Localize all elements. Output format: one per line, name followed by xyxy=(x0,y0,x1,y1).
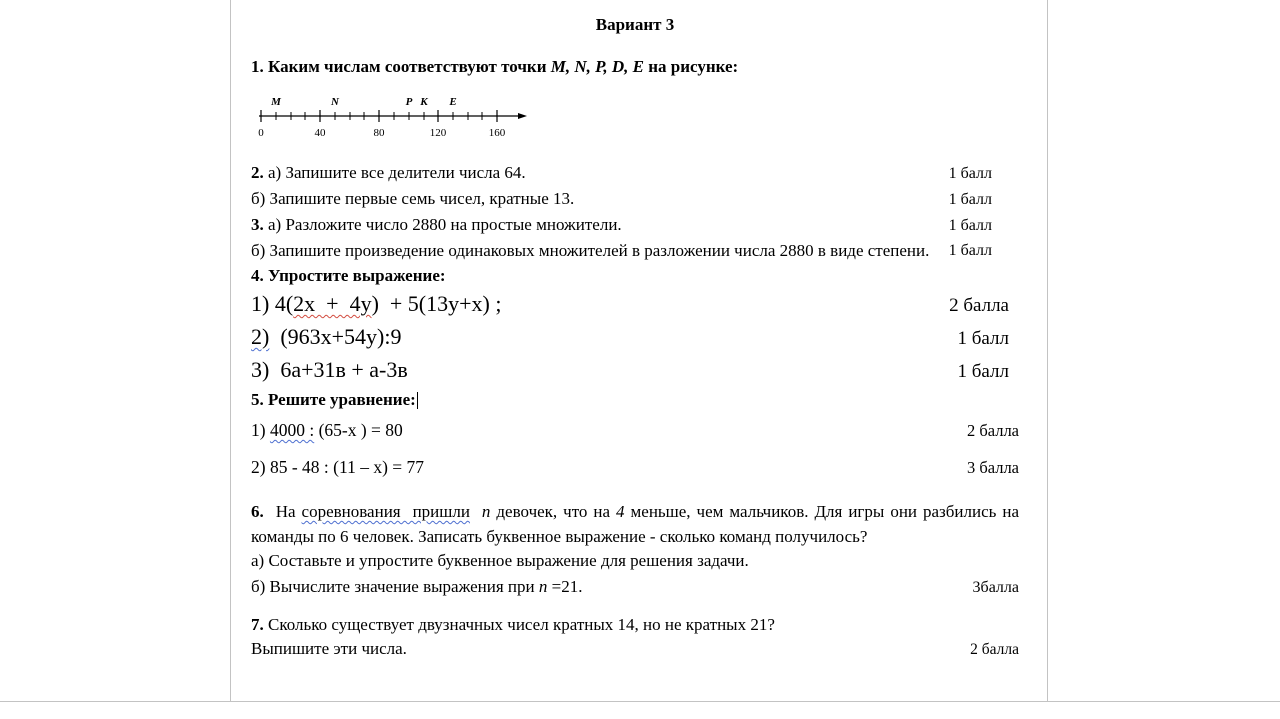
point-label-k: К xyxy=(420,96,428,108)
document-page[interactable] xyxy=(230,0,1048,701)
task-row-4-1 xyxy=(251,288,1019,321)
task-row-5-1 xyxy=(251,412,1019,449)
question-7-block xyxy=(251,613,1019,663)
task-text-2b: б) Запишите первые семь чисел, кратные 13. xyxy=(251,189,575,208)
point-label-p: Р xyxy=(405,96,413,108)
tick-label-160: 160 xyxy=(488,127,506,139)
question-6b-text: б) Вычислите значение выражения при n =21. xyxy=(251,576,583,596)
task-row-7b xyxy=(251,637,1019,663)
expression-4-3: 3) 6а+31в + а-3в xyxy=(251,357,408,382)
task-text-3b: б) Запишите произведение одинаковых множителей в разложении числа 2880 в виде степени. xyxy=(251,241,930,260)
question-6a-text: а) Составьте и упростите буквенное выражение для решения задачи. xyxy=(251,551,749,570)
score-label-5-2: 3 балла xyxy=(966,458,1019,477)
task-row-2a xyxy=(251,160,1019,186)
equation-5-2: 2) 85 - 48 : (11 – х) = 77 xyxy=(251,457,425,477)
heading-task-4: 4. Упростите выражение: xyxy=(251,266,446,285)
text-cursor xyxy=(417,392,418,409)
heading-task-5 xyxy=(251,387,1019,412)
point-label-e: Е xyxy=(449,96,457,108)
task-row-3b xyxy=(251,238,1019,263)
tick-label-40: 40 xyxy=(314,127,326,139)
task-row-5-2 xyxy=(251,449,1019,486)
tick-label-0: 0 xyxy=(258,127,264,139)
score-label-2a: 1 балл xyxy=(948,165,992,182)
task-row-4-3 xyxy=(251,354,1019,387)
question-1: 1. Каким числам соответствуют точки М, N, P, D, E на рисунке: xyxy=(251,57,739,76)
tick-label-80: 80 xyxy=(373,127,385,139)
axis-arrow xyxy=(518,113,527,119)
score-label-6b: 3балла xyxy=(972,578,1019,596)
heading-task-5-text: 5. Решите уравнение: xyxy=(251,390,416,409)
tick-label-120: 120 xyxy=(429,127,447,139)
score-label-4-3: 1 балл xyxy=(957,361,1009,382)
task-text-3a: 3. а) Разложите число 2880 на простые множители. xyxy=(251,215,622,234)
score-label-3a: 1 балл xyxy=(948,217,992,234)
question-7-text: 7. Сколько существует двузначных чисел кратных 14, но не кратных 21? xyxy=(251,614,775,634)
task-row-3a xyxy=(251,212,1019,238)
score-label-7b: 2 балла xyxy=(970,641,1019,658)
equation-5-1: 1) 4000 : (65-х ) = 80 xyxy=(251,420,403,440)
task-text-2a: 2. а) Запишите все делители числа 64. xyxy=(251,163,526,182)
score-label-5-1: 2 балла xyxy=(966,421,1019,440)
number-line-figure xyxy=(257,94,529,140)
window-bottom-border xyxy=(0,701,1280,702)
task-row-2b xyxy=(251,186,1019,212)
score-label-4-1: 2 балла xyxy=(949,295,1009,316)
expression-4-2: 2) (963х+54у):9 xyxy=(251,324,402,349)
score-label-3b: 1 балл xyxy=(948,242,992,259)
page-title: Вариант 3 xyxy=(595,15,675,34)
task-row-6b xyxy=(251,574,1019,600)
point-label-m: М xyxy=(271,96,281,108)
question-7b-text: Выпишите эти числа. xyxy=(251,639,407,658)
expression-4-1: 1) 4(2х + 4у) + 5(13у+х) ; xyxy=(251,291,502,316)
question-6-text: 6. На соревнования пришли n девочек, что на 4 меньше, чем мальчиков. Для игры они разбились на команды по 6 человек. Записать буквенное выражение - сколько команд получилось? xyxy=(251,502,1024,546)
score-label-2b: 1 балл xyxy=(948,191,992,208)
task-row-4-2 xyxy=(251,321,1019,354)
score-label-4-2: 1 балл xyxy=(957,328,1009,349)
point-label-n: N xyxy=(331,96,339,108)
